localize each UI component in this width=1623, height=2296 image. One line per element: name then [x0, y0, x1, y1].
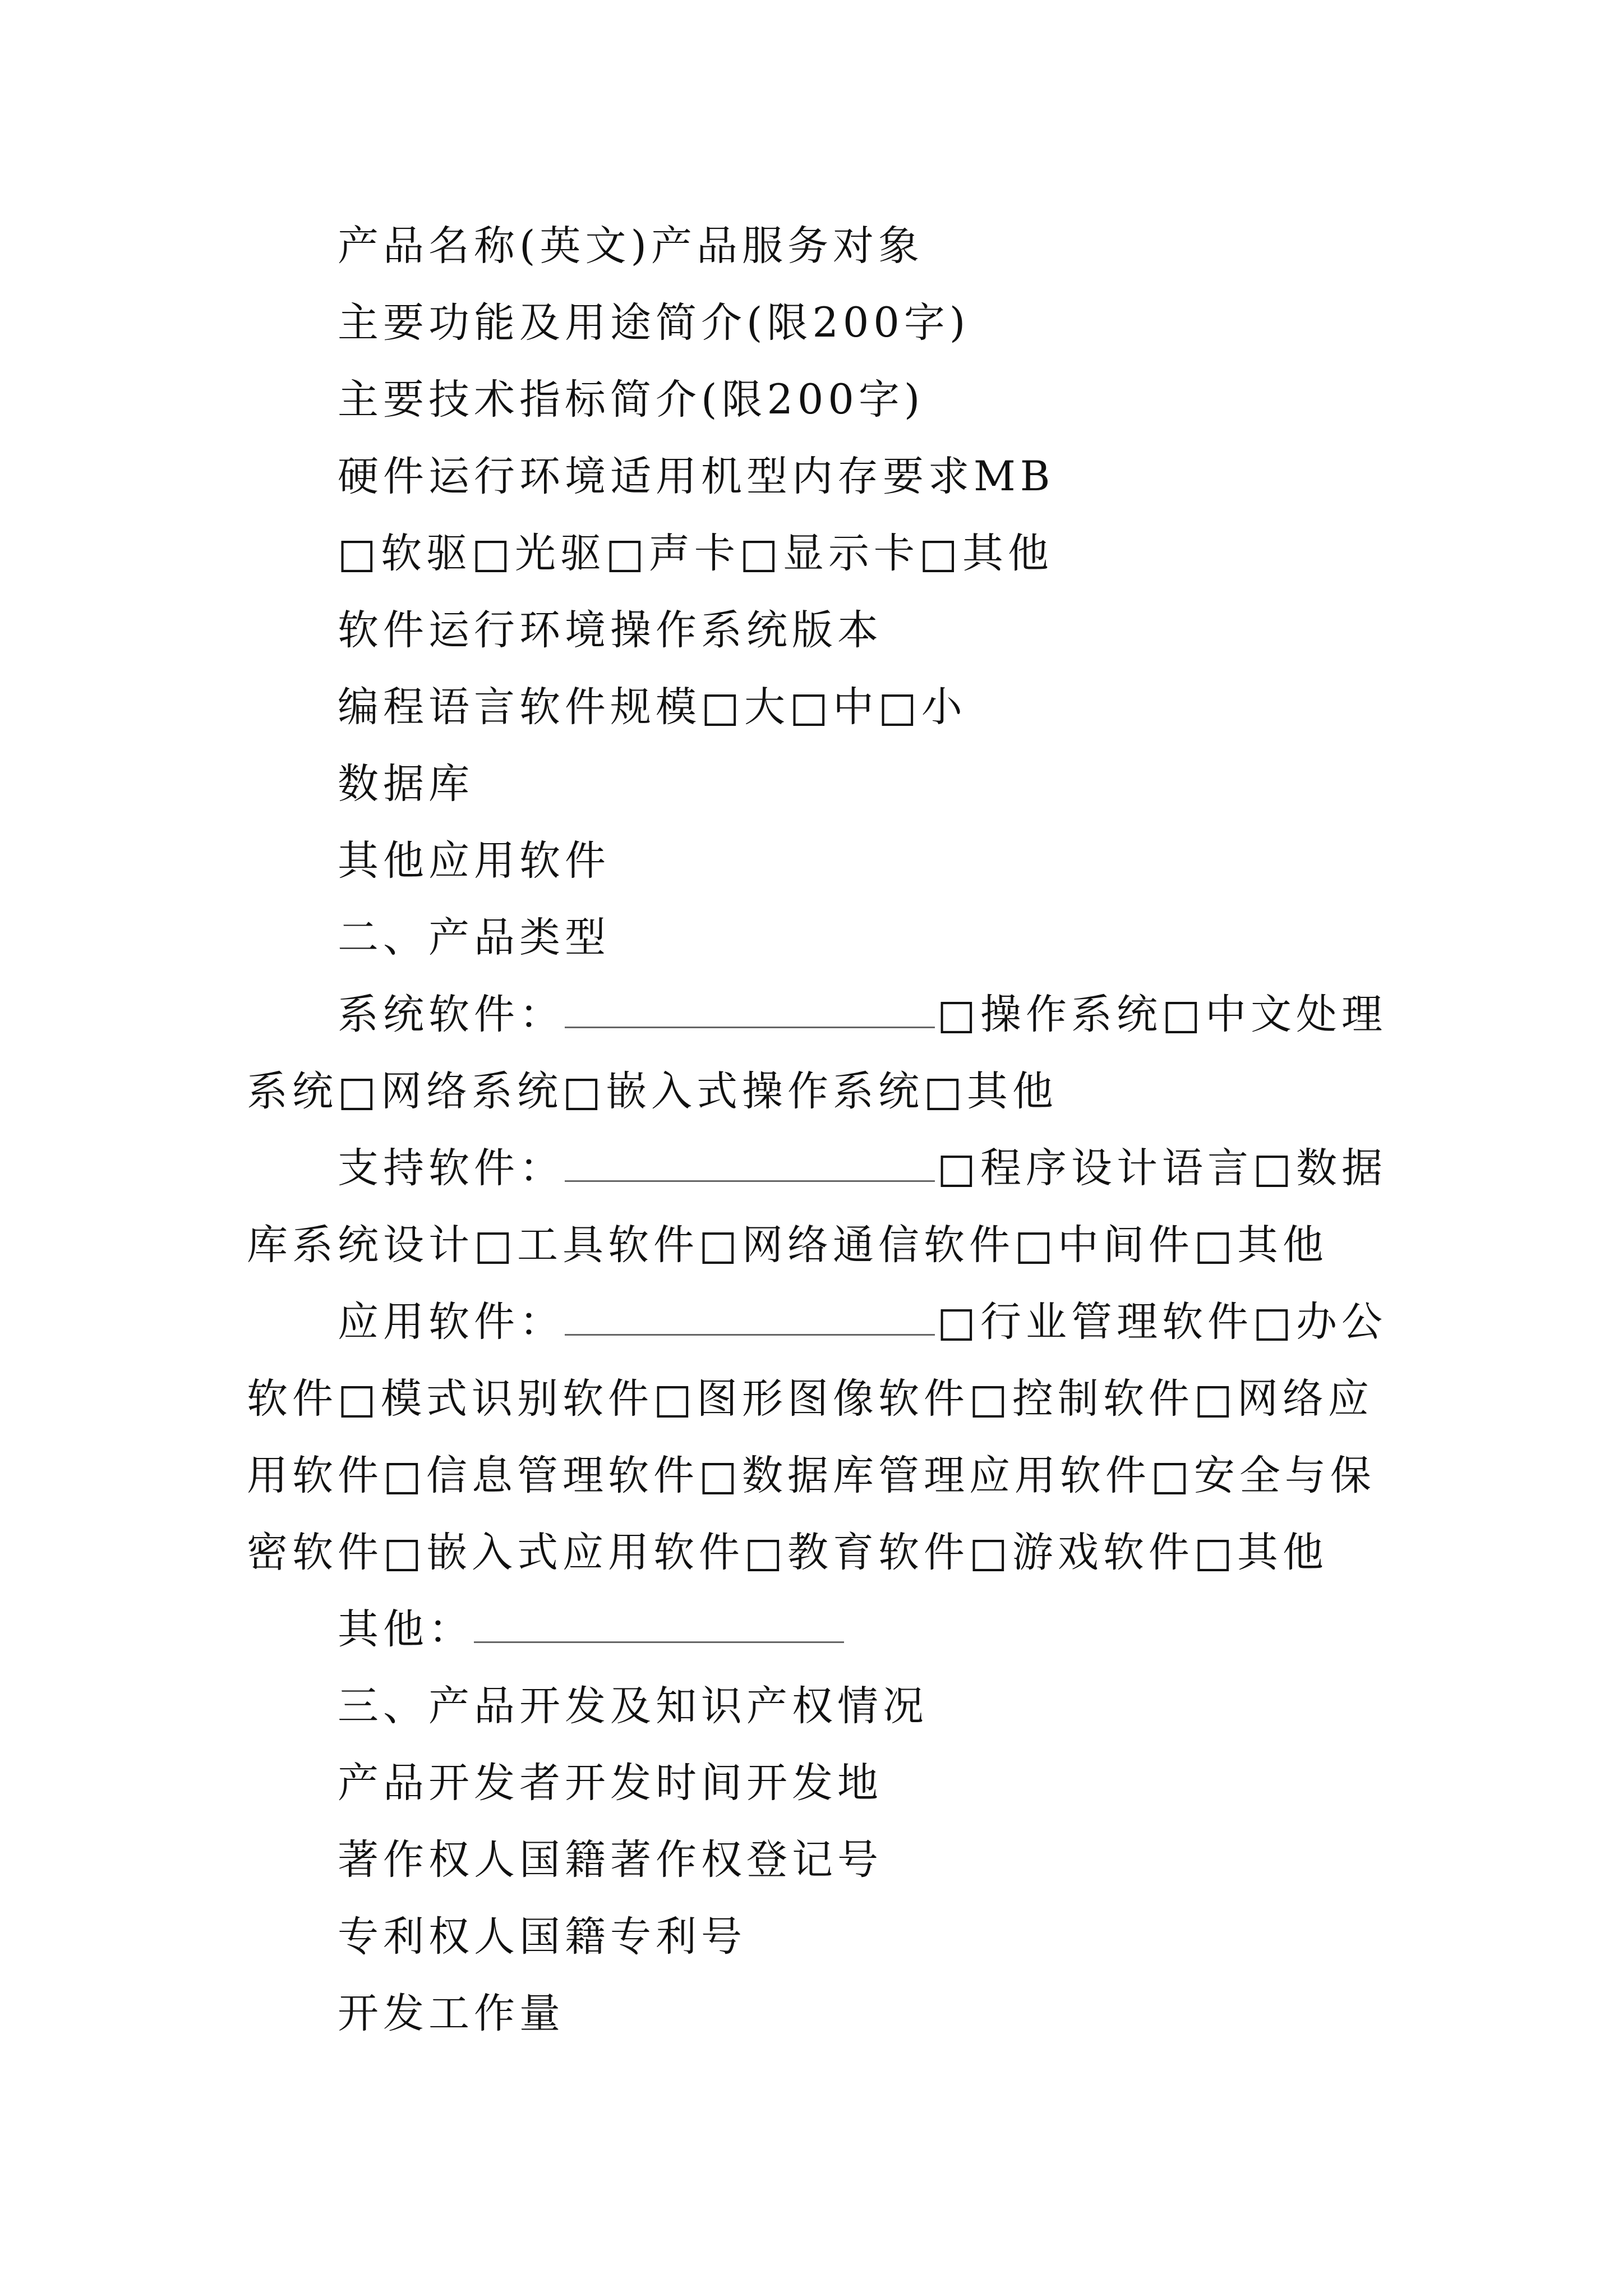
- support-software-line: [247, 1130, 1385, 1207]
- application-software-options-cont-1: 软件□模式识别软件□图形图像软件□控制软件□网络应: [247, 1375, 1373, 1423]
- support-software-blank: [565, 1147, 935, 1182]
- product-name-line: 产品名称(英文)产品服务对象: [338, 222, 924, 270]
- software-env-line: 软件运行环境操作系统版本: [338, 606, 883, 654]
- system-software-blank: [565, 993, 935, 1028]
- support-software-options: □程序设计语言□数据: [937, 1144, 1387, 1192]
- system-software-line: [247, 976, 1385, 1053]
- application-software-options-cont-2: 用软件□信息管理软件□数据库管理应用软件□安全与保: [247, 1452, 1376, 1499]
- hardware-env-line: 硬件运行环境适用机型内存要求MB: [338, 453, 1055, 500]
- application-software-line: [247, 1283, 1385, 1360]
- section-2-heading: 二、产品类型: [338, 914, 610, 961]
- application-software-options: □行业管理软件□办公: [937, 1298, 1387, 1346]
- application-software-blank: [565, 1300, 935, 1336]
- document-body: [247, 208, 1385, 2052]
- hardware-options-line: □软驱□光驱□声卡□显示卡□其他: [338, 530, 1053, 577]
- application-software-options-cont-3: 密软件□嵌入式应用软件□教育软件□游戏软件□其他: [247, 1529, 1328, 1576]
- system-software-label: 系统软件：: [338, 991, 565, 1038]
- copyright-line: 著作权人国籍著作权登记号: [338, 1836, 883, 1884]
- system-software-options: □操作系统□中文处理: [937, 991, 1387, 1038]
- workload-line: 开发工作量: [338, 1990, 565, 2037]
- tech-spec-line: 主要技术指标简介(限200字): [338, 376, 925, 424]
- other-blank: [474, 1608, 844, 1643]
- patent-line: 专利权人国籍专利号: [338, 1913, 746, 1961]
- system-software-options-cont: 系统□网络系统□嵌入式操作系统□其他: [247, 1068, 1058, 1115]
- main-function-line: 主要功能及用途简介(限200字): [338, 299, 970, 347]
- other-label: 其他：: [338, 1605, 474, 1653]
- programming-language-line: 编程语言软件规模□大□中□小: [338, 683, 967, 731]
- application-software-label: 应用软件：: [338, 1298, 565, 1346]
- database-line: 数据库: [338, 760, 474, 808]
- other-app-software-line: 其他应用软件: [338, 837, 610, 885]
- support-software-options-cont: 库系统设计□工具软件□网络通信软件□中间件□其他: [247, 1221, 1328, 1269]
- section-3-heading: 三、产品开发及知识产权情况: [338, 1682, 928, 1730]
- support-software-label: 支持软件：: [338, 1144, 565, 1192]
- developer-line: 产品开发者开发时间开发地: [338, 1759, 883, 1807]
- other-line: [247, 1591, 1385, 1668]
